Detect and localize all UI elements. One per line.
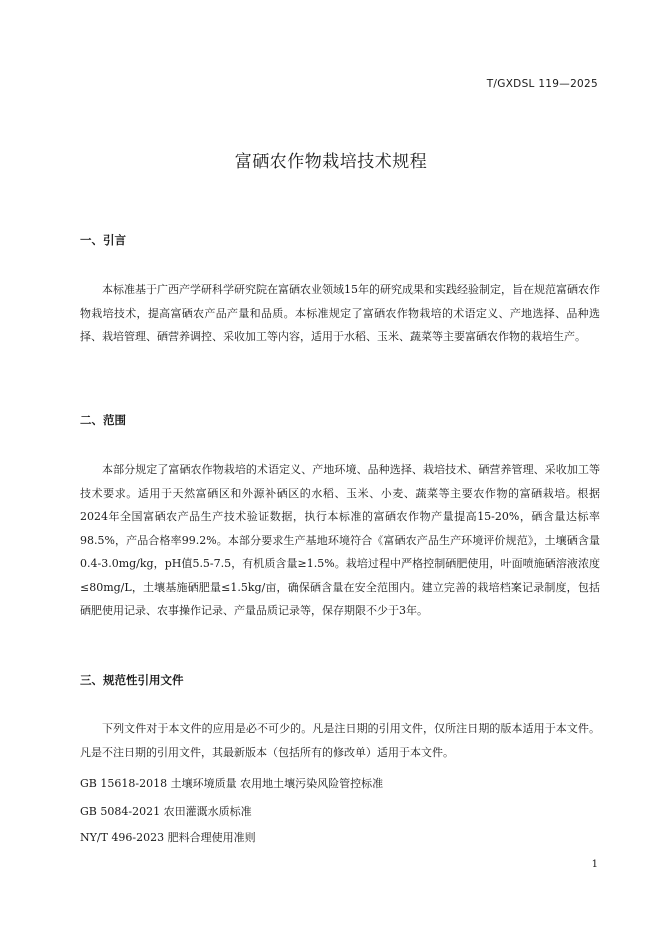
section-heading-scope: 二、范围 — [80, 413, 126, 427]
section-heading-normative-references: 三、规范性引用文件 — [80, 673, 184, 687]
page-number: 1 — [591, 859, 598, 870]
reference-item: GB 5084-2021 农田灌溉水质标准 — [80, 805, 252, 818]
normative-references-paragraph: 下列文件对于本文件的应用是必不可少的。凡是注日期的引用文件，仅所注日期的版本适用于本文件。凡是不注日期的引用文件，其最新版本（包括所有的修改单）适用于本文件。 — [80, 722, 600, 759]
introduction-paragraph: 本标准基于广西产学研科学研究院在富硒农业领域15年的研究成果和实践经验制定，旨在规范富硒农作物栽培技术，提高富硒农产品产量和品质。本标准规定了富硒农作物栽培的术语定义、产地选择、品种选择、栽培管理、硒营养调控、采收加工等内容，适用于水稻、玉米、蔬菜等主要富硒农作物的栽培生产。 — [80, 283, 600, 343]
document-title: 富硒农作物栽培技术规程 — [234, 152, 428, 172]
reference-item: NY/T 496-2023 肥料合理使用准则 — [80, 831, 256, 844]
section-heading-introduction: 一、引言 — [80, 233, 126, 247]
scope-paragraph: 本部分规定了富硒农作物栽培的术语定义、产地环境、品种选择、栽培技术、硒营养管理、采收加工等技术要求。适用于天然富硒区和外源补硒区的水稻、玉米、小麦、蔬菜等主要农作物的富硒栽培。根据2024年全国富硒农产品生产技术验证数据，执行本标准的富硒农作物产量提高15-20%，硒含量达标率98.5%，产品合格率99.2%。本部分要求生产基地环境符合《富硒农产品生产环境评价规范》，土壤硒含量0.4-3.0mg/kg，pH值5.5-7.5，有机质含量≥1.5%。栽培过程中严格控制硒肥使用，叶面喷施硒溶液浓度≤80mg/L，土壤基施硒肥量≤1.5kg/亩，确保硒含量在安全范围内。建立完善的栽培档案记录制度，包括硒肥使用记录、农事操作记录、产量品质记录等，保存期限不少于3年。 — [80, 463, 600, 617]
standard-code: T/GXDSL 119—2025 — [486, 78, 598, 90]
reference-item: GB 15618-2018 土壤环境质量 农用地土壤污染风险管控标准 — [80, 777, 384, 790]
